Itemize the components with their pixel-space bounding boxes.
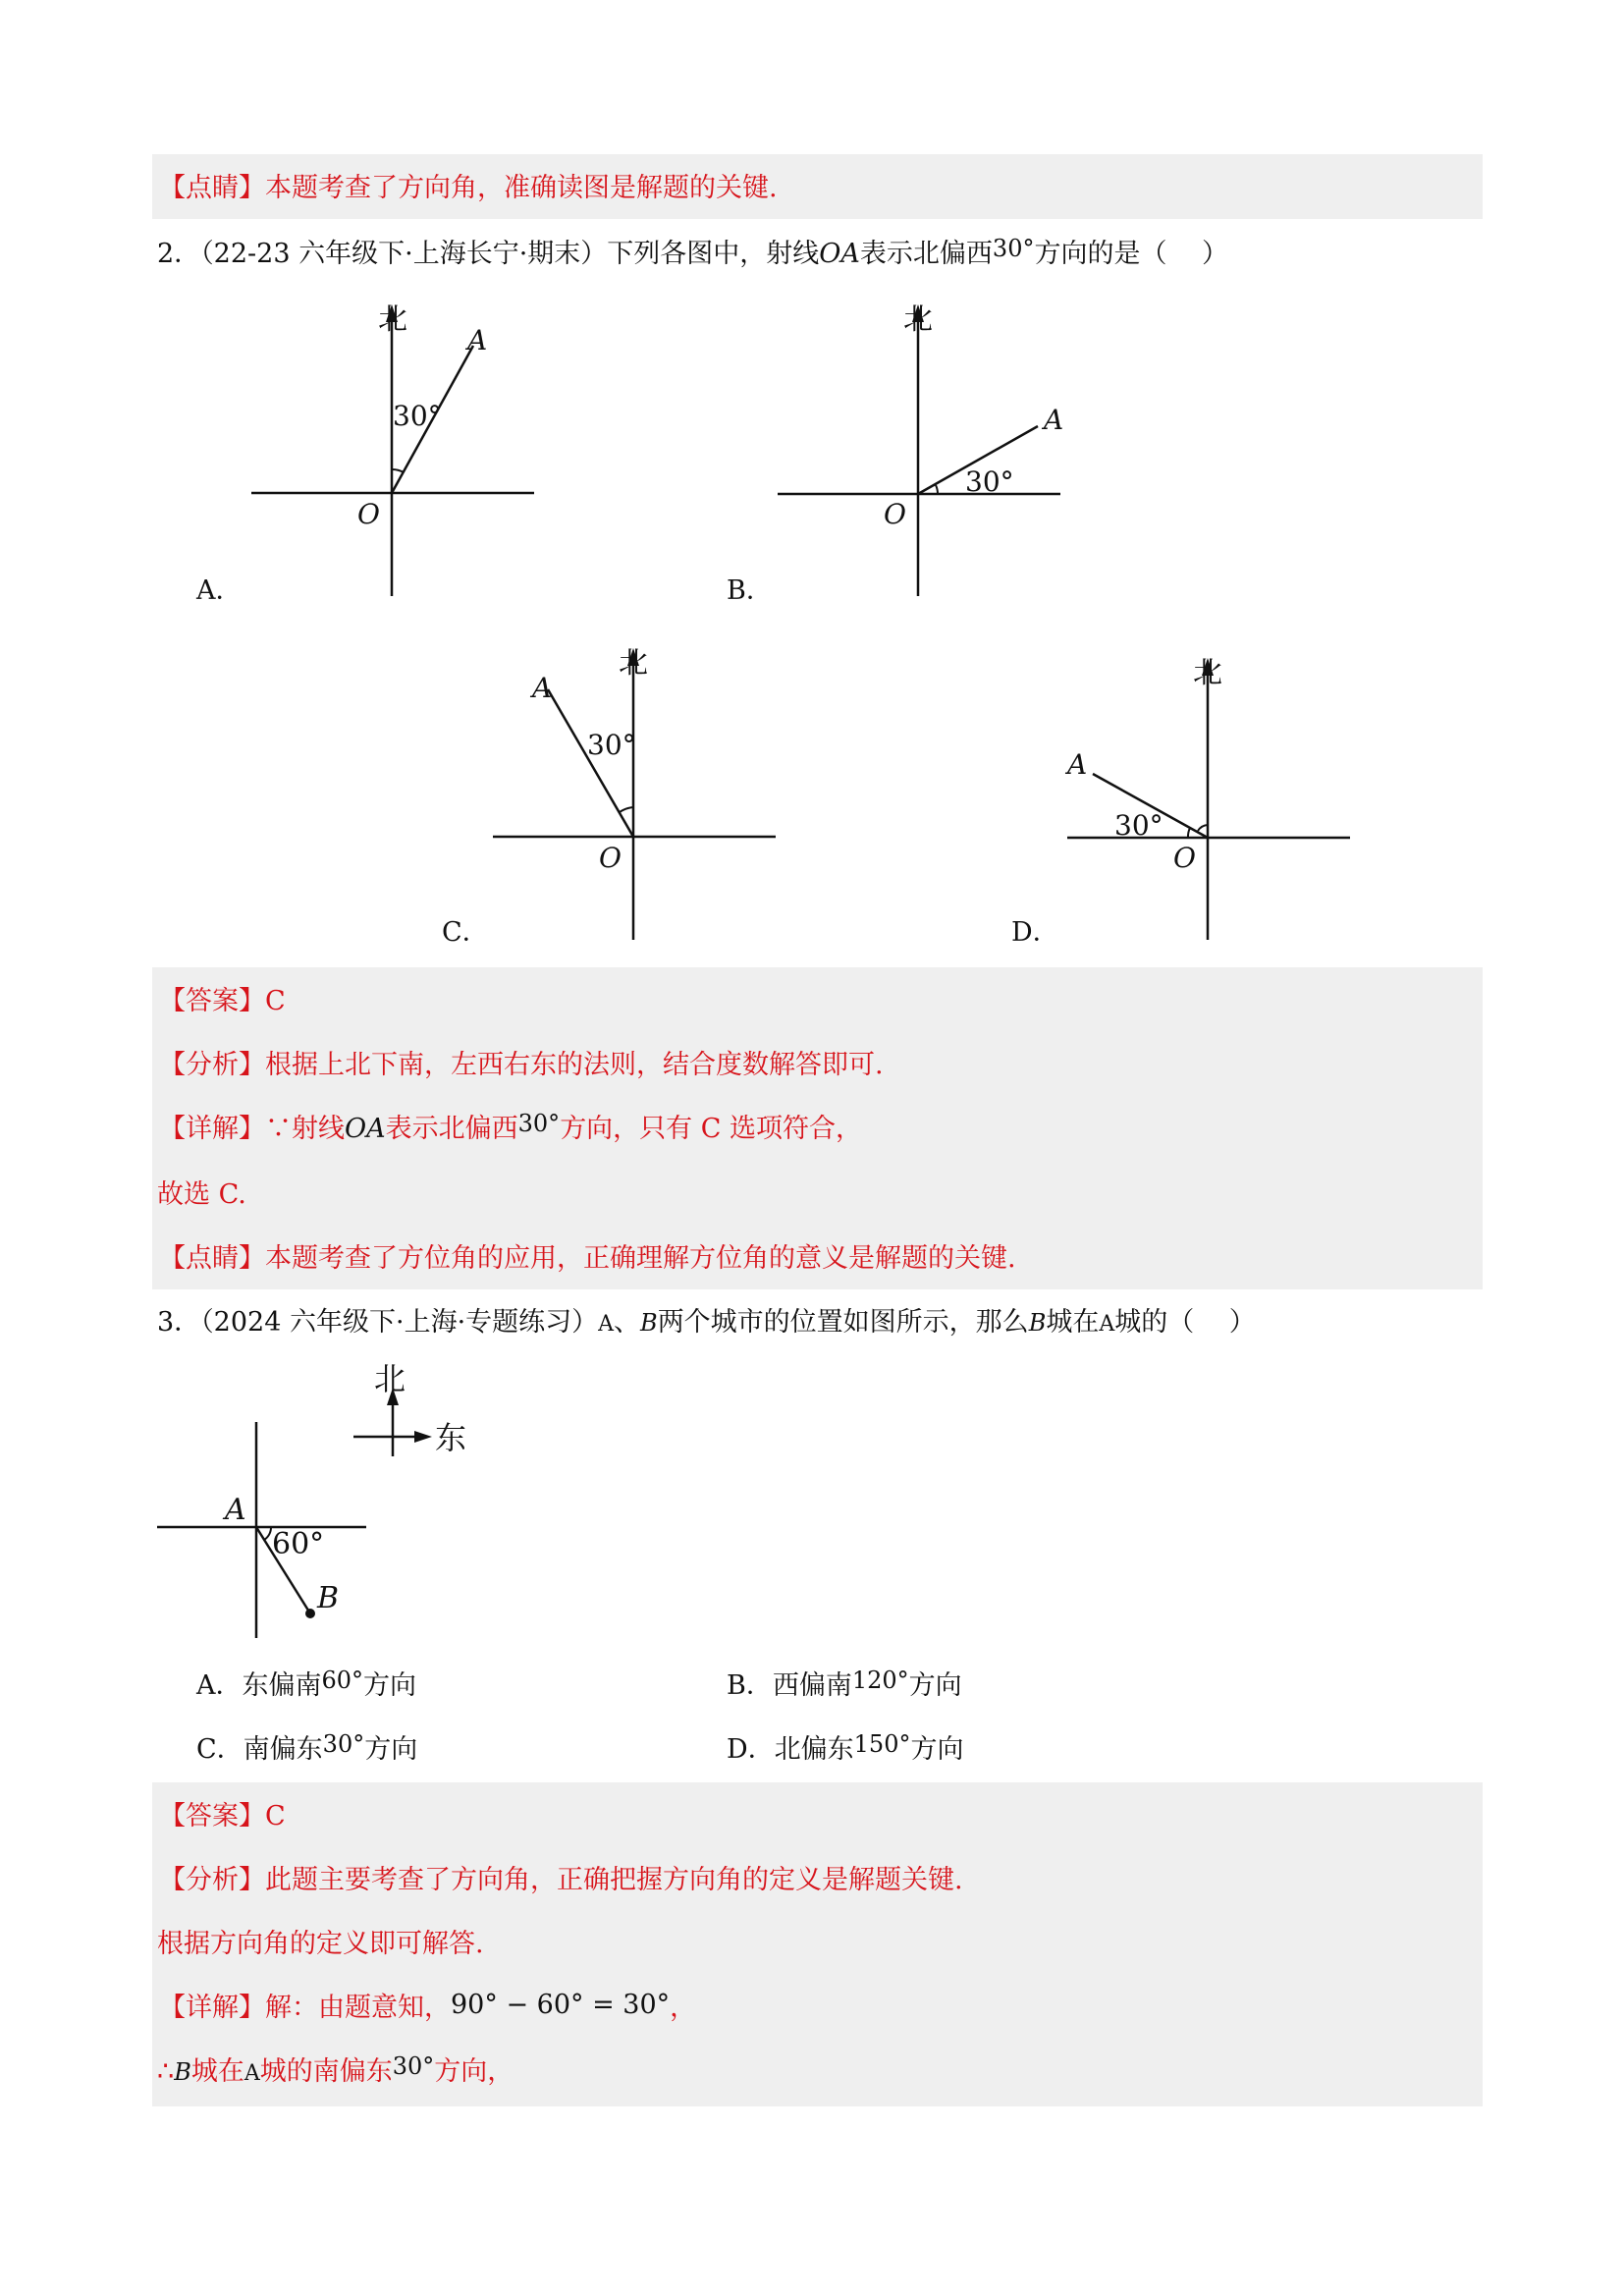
- city-b: B: [640, 1309, 658, 1337]
- degree-value: 30°: [517, 1110, 561, 1137]
- analysis-line: [159, 1049, 884, 1082]
- detail-text: 表示北偏西: [385, 1114, 518, 1144]
- question-source: （2024 六年级下·上海·专题练习）: [200, 1307, 599, 1338]
- answer-tag: 【答案】: [159, 1801, 265, 1831]
- analysis-text: 根据上北下南，左西右东的法则，结合度数解答即可.: [265, 1050, 884, 1080]
- point-a-label: A: [225, 1493, 246, 1527]
- city-a: A: [1099, 1312, 1115, 1337]
- q3-option-c[interactable]: [196, 1730, 418, 1767]
- option-label: D．: [727, 1734, 775, 1765]
- option-text: 方向: [910, 1734, 964, 1765]
- city-a: A: [243, 2061, 260, 2086]
- option-text: 方向: [364, 1734, 418, 1765]
- origin-label: O: [1173, 842, 1196, 874]
- stem-text: 方向的是（ ）: [1034, 239, 1229, 269]
- option-a-label[interactable]: A．: [196, 575, 243, 606]
- stem-text: 城在: [1046, 1307, 1100, 1338]
- degree-value: 30°: [322, 1730, 365, 1758]
- city-b: B: [174, 2058, 191, 2086]
- answer-line: [159, 985, 286, 1018]
- question-source: （22-23 六年级下·上海长宁·期末）: [200, 239, 608, 269]
- figure-option-c: [481, 638, 795, 953]
- detail-line: [159, 1110, 863, 1146]
- origin-label: O: [884, 498, 906, 530]
- option-text: 西偏南: [772, 1670, 852, 1701]
- final-line: [157, 2052, 514, 2091]
- angle-label: 30°: [393, 400, 442, 432]
- therefore-symbol: ∴: [157, 2056, 175, 2087]
- stem-text: 两个城市的位置如图所示，那么: [657, 1307, 1029, 1338]
- answer-tag: 【答案】: [159, 986, 265, 1016]
- question-2-stem: [157, 235, 1229, 271]
- degree-value: 60°: [321, 1667, 364, 1694]
- remark-tag: 【点睛】: [159, 1243, 265, 1274]
- north-label: 北: [903, 302, 933, 337]
- conclusion-line: 故选 C.: [157, 1179, 246, 1210]
- degree-value: 150°: [853, 1730, 911, 1758]
- angle-label: 30°: [1114, 809, 1163, 842]
- analysis-line-2: 根据方向角的定义即可解答.: [157, 1929, 484, 1959]
- option-c-label[interactable]: C．: [442, 917, 489, 948]
- stem-text: 城的（ ）: [1114, 1307, 1256, 1338]
- point-a-label: A: [532, 672, 553, 704]
- analysis-text: 此题主要考查了方向角，正确把握方向角的定义是解题关键.: [265, 1865, 963, 1895]
- remark-text: 本题考查了方向角，准确读图是解题的关键.: [265, 173, 778, 203]
- degree-value: 30°: [392, 2052, 435, 2080]
- option-text: 方向: [908, 1670, 962, 1701]
- answer-value: C: [265, 1801, 286, 1831]
- point-a-label: A: [467, 324, 488, 356]
- figure-q3: [152, 1360, 486, 1645]
- angle-label: 30°: [587, 729, 636, 761]
- detail-text: 解：由题意知，: [265, 1993, 451, 2023]
- origin-label: O: [599, 842, 622, 874]
- detail-text: ，: [670, 1993, 697, 2023]
- option-label: A．: [196, 1670, 243, 1701]
- detail-line: [159, 1992, 696, 2025]
- figure-option-d: [1055, 648, 1370, 962]
- stem-text: 、: [614, 1307, 641, 1338]
- option-b-label[interactable]: B．: [727, 575, 773, 606]
- point-a-label: A: [1044, 404, 1064, 436]
- analysis-tag: 【分析】: [159, 1865, 265, 1895]
- city-b: B: [1028, 1309, 1047, 1337]
- remark-line: [159, 1242, 1016, 1276]
- option-text: 东偏南: [242, 1670, 322, 1701]
- figure-option-a: [236, 295, 550, 609]
- angle-label: 30°: [965, 465, 1014, 498]
- answer-value: C: [265, 986, 286, 1016]
- remark-line-top: [159, 172, 778, 205]
- remark-text: 本题考查了方位角的应用，正确理解方位角的意义是解题的关键.: [265, 1243, 1016, 1274]
- final-text: 城在: [190, 2056, 244, 2087]
- north-label: 北: [1193, 656, 1222, 690]
- q3-option-a[interactable]: [196, 1669, 416, 1703]
- point-b-dot: [305, 1609, 315, 1618]
- detail-text: ∵射线: [265, 1114, 345, 1144]
- final-text: 城的南偏东: [259, 2056, 393, 2087]
- degree-value: 120°: [851, 1667, 909, 1694]
- point-b-label: B: [317, 1581, 340, 1615]
- option-text: 北偏东: [774, 1734, 854, 1765]
- question-3-stem: [157, 1306, 1256, 1341]
- detail-tag: 【详解】: [159, 1114, 265, 1144]
- analysis-tag: 【分析】: [159, 1050, 265, 1080]
- stem-text: 下列各图中，射线: [607, 239, 820, 269]
- q3-option-b[interactable]: [727, 1669, 962, 1703]
- option-label: C．: [196, 1734, 243, 1765]
- origin-label: O: [357, 498, 380, 530]
- option-text: 南偏东: [243, 1734, 323, 1765]
- q3-option-d[interactable]: [727, 1730, 964, 1767]
- question-number: 2．: [157, 239, 201, 269]
- remark-tag: 【点睛】: [159, 173, 265, 203]
- figure-option-b: [766, 295, 1080, 609]
- detail-tag: 【详解】: [159, 1993, 265, 2023]
- north-label: 北: [619, 646, 648, 681]
- north-label: 北: [378, 302, 407, 337]
- analysis-line: [159, 1864, 963, 1897]
- option-text: 方向: [363, 1670, 417, 1701]
- stem-text: 表示北偏西: [859, 239, 993, 269]
- question-number: 3．: [157, 1307, 201, 1338]
- detail-text: 方向，只有 C 选项符合，: [560, 1114, 863, 1144]
- point-a-label: A: [1067, 748, 1088, 781]
- degree-value: 30°: [992, 235, 1035, 262]
- equation: 90° − 60° = 30°: [451, 1990, 671, 2020]
- option-label: B．: [727, 1670, 773, 1701]
- east-label: 东: [435, 1419, 467, 1456]
- option-d-label[interactable]: D．: [1011, 917, 1059, 948]
- answer-line: [159, 1800, 286, 1833]
- final-text: 方向，: [434, 2056, 514, 2087]
- city-a: A: [598, 1312, 615, 1337]
- north-label: 北: [374, 1360, 406, 1397]
- ray-label: OA: [345, 1114, 386, 1144]
- angle-label: 60°: [272, 1527, 325, 1561]
- ray-label: OA: [819, 239, 860, 269]
